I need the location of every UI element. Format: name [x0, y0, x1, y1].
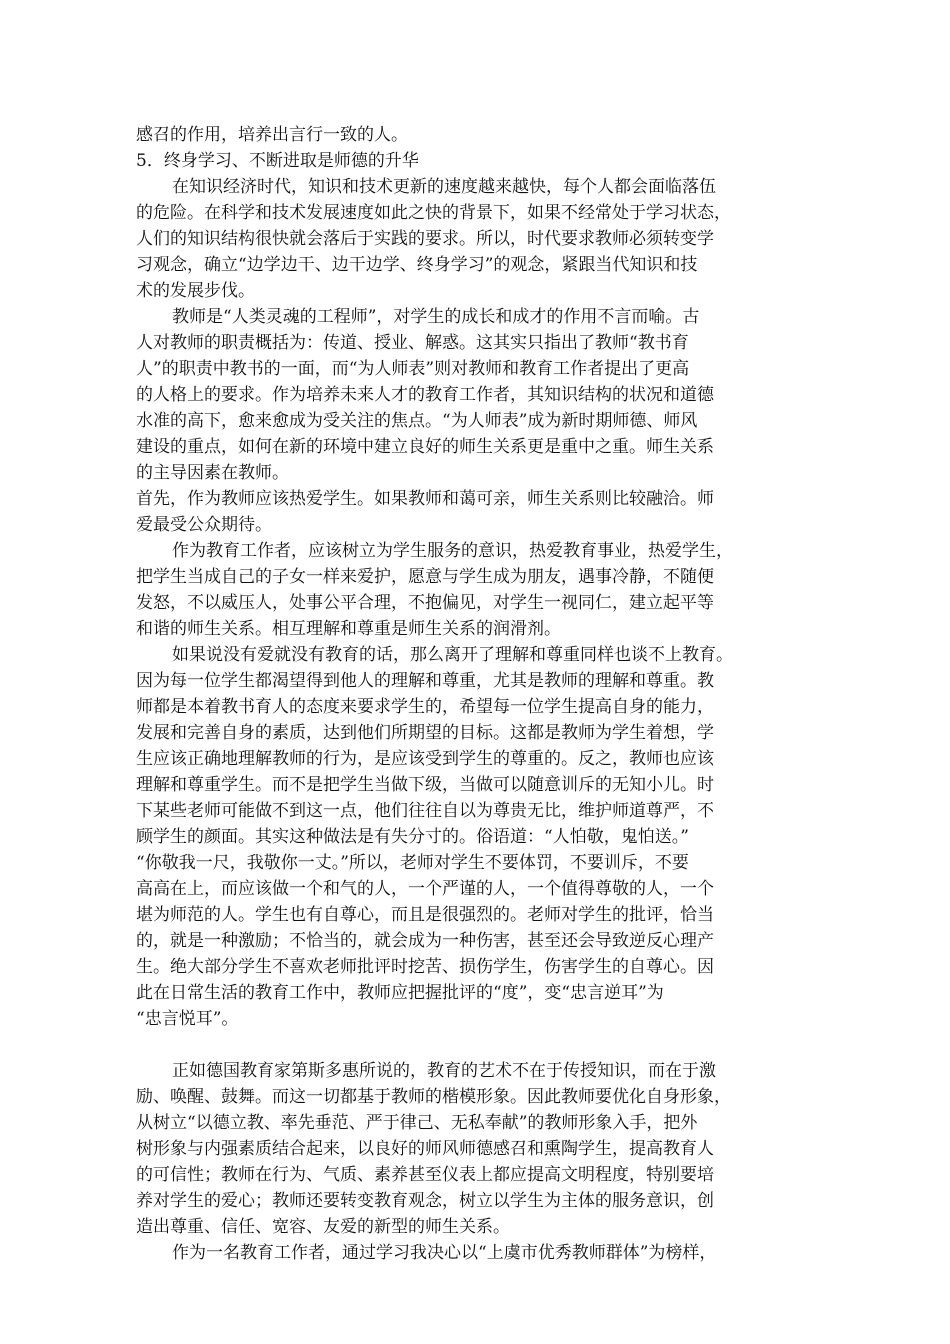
text-line: 下某些老师可能做不到这一点，他们往往自以为尊贵无比，维护师道尊严，不 — [136, 801, 714, 821]
section-heading: 5．终身学习、不断进取是师德的升华 — [136, 151, 419, 171]
text-line: 的危险。在科学和技术发展速度如此之快的背景下，如果不经常处于学习状态， — [136, 203, 731, 223]
text-line: 习观念，确立“边学边干、边干边学、终身学习”的观念，紧跟当代知识和技 — [136, 255, 698, 275]
text-line: 生。绝大部分学生不喜欢老师批评时挖苦、损伤学生，伤害学生的自尊心。因 — [136, 957, 714, 977]
text-line: 从树立“以德立教、率先垂范、严于律己、无私奉献”的教师形象入手，把外 — [136, 1113, 698, 1133]
text-line: 人”的职责中教书的一面，而“为人师表”则对教师和教育工作者提出了更高 — [136, 359, 690, 379]
text-line: 理解和尊重学生。而不是把学生当做下级，当做可以随意训斥的无知小儿。时 — [136, 775, 714, 795]
text-line: “忠言悦耳”。 — [136, 1009, 239, 1029]
paragraph-first-line: 作为教育工作者，应该树立为学生服务的意识，热爱教育事业，热爱学生， — [172, 541, 733, 561]
text-line: 人们的知识结构很快就会落后于实践的要求。所以，时代要求教师必须转变学 — [136, 229, 714, 249]
text-line: 造出尊重、信任、宽容、友爱的新型的师生关系。 — [136, 1217, 510, 1237]
text-line: 高高在上，而应该做一个和气的人，一个严谨的人，一个值得尊敬的人，一个 — [136, 879, 714, 899]
text-line: 因为每一位学生都渴望得到他人的理解和尊重，尤其是教师的理解和尊重。教 — [136, 671, 714, 691]
text-line: 师都是本着教书育人的态度来要求学生的，希望每一位学生提高自身的能力， — [136, 697, 714, 717]
text-line: 的可信性；教师在行为、气质、素养甚至仪表上都应提高文明程度，特别要培 — [136, 1165, 714, 1185]
text-line: 感召的作用，培养出言行一致的人。 — [136, 125, 408, 145]
text-line: 的人格上的要求。作为培养未来人才的教育工作者，其知识结构的状况和道德 — [136, 385, 714, 405]
text-line: 术的发展步伐。 — [136, 281, 255, 301]
paragraph-first-line: 正如德国教育家第斯多惠所说的，教育的艺术不在于传授知识，而在于激 — [172, 1061, 716, 1081]
text-line: 水准的高下，愈来愈成为受关注的焦点。“为人师表”成为新时期师德、师风 — [136, 411, 698, 431]
text-line: 此在日常生活的教育工作中，教师应把握批评的“度”，变“忠言逆耳”为 — [136, 983, 664, 1003]
text-line: 建设的重点，如何在新的环境中建立良好的师生关系更是重中之重。师生关系 — [136, 437, 714, 457]
text-line: 人对教师的职责概括为：传道、授业、解惑。这其实只指出了教师“教书育 — [136, 333, 689, 353]
text-line: 把学生当成自己的子女一样来爱护，愿意与学生成为朋友，遇事冷静，不随便 — [136, 567, 714, 587]
text-line: 树形象与内强素质结合起来，以良好的师风师德感召和熏陶学生，提高教育人 — [136, 1139, 714, 1159]
text-line: 励、唤醒、鼓舞。而这一切都基于教师的楷模形象。因此教师要优化自身形象， — [136, 1087, 731, 1107]
paragraph-first-line: 作为一名教育工作者，通过学习我决心以“上虞市优秀教师群体”为榜样， — [172, 1243, 717, 1263]
text-line: 爱最受公众期待。 — [136, 515, 272, 535]
text-line: 生应该正确地理解教师的行为，是应该受到学生的尊重的。反之，教师也应该 — [136, 749, 714, 769]
text-line: 发展和完善自身的素质，达到他们所期望的目标。这都是教师为学生着想，学 — [136, 723, 714, 743]
text-line: 堪为师范的人。学生也有自尊心，而且是很强烈的。老师对学生的批评，恰当 — [136, 905, 714, 925]
document-page — [136, 122, 816, 1266]
paragraph-first-line: 如果说没有爱就没有教育的话，那么离开了理解和尊重同样也谈不上教育。 — [172, 645, 733, 665]
blank-line — [136, 1032, 816, 1058]
text-line: “你敬我一尺，我敬你一丈。”所以，老师对学生不要体罚，不要训斥，不要 — [136, 853, 689, 873]
text-line: 发怒，不以威压人，处事公平合理，不抱偏见，对学生一视同仁，建立起平等 — [136, 593, 714, 613]
text-line: 养对学生的爱心；教师还要转变教育观念，树立以学生为主体的服务意识，创 — [136, 1191, 714, 1211]
text-line: 顾学生的颜面。其实这种做法是有失分寸的。俗语道：“人怕敬，鬼怕送。” — [136, 827, 689, 847]
text-line: 的主导因素在教师。 — [136, 463, 289, 483]
text-line: 首先，作为教师应该热爱学生。如果教师和蔼可亲，师生关系则比较融洽。师 — [136, 489, 714, 509]
text-line: 的，就是一种激励；不恰当的，就会成为一种伤害，甚至还会导致逆反心理产 — [136, 931, 714, 951]
paragraph-first-line: 在知识经济时代，知识和技术更新的速度越来越快，每个人都会面临落伍 — [172, 177, 716, 197]
paragraph-first-line: 教师是“人类灵魂的工程师”，对学生的成长和成才的作用不言而喻。古 — [172, 307, 700, 327]
text-line: 和谐的师生关系。相互理解和尊重是师生关系的润滑剂。 — [136, 619, 561, 639]
